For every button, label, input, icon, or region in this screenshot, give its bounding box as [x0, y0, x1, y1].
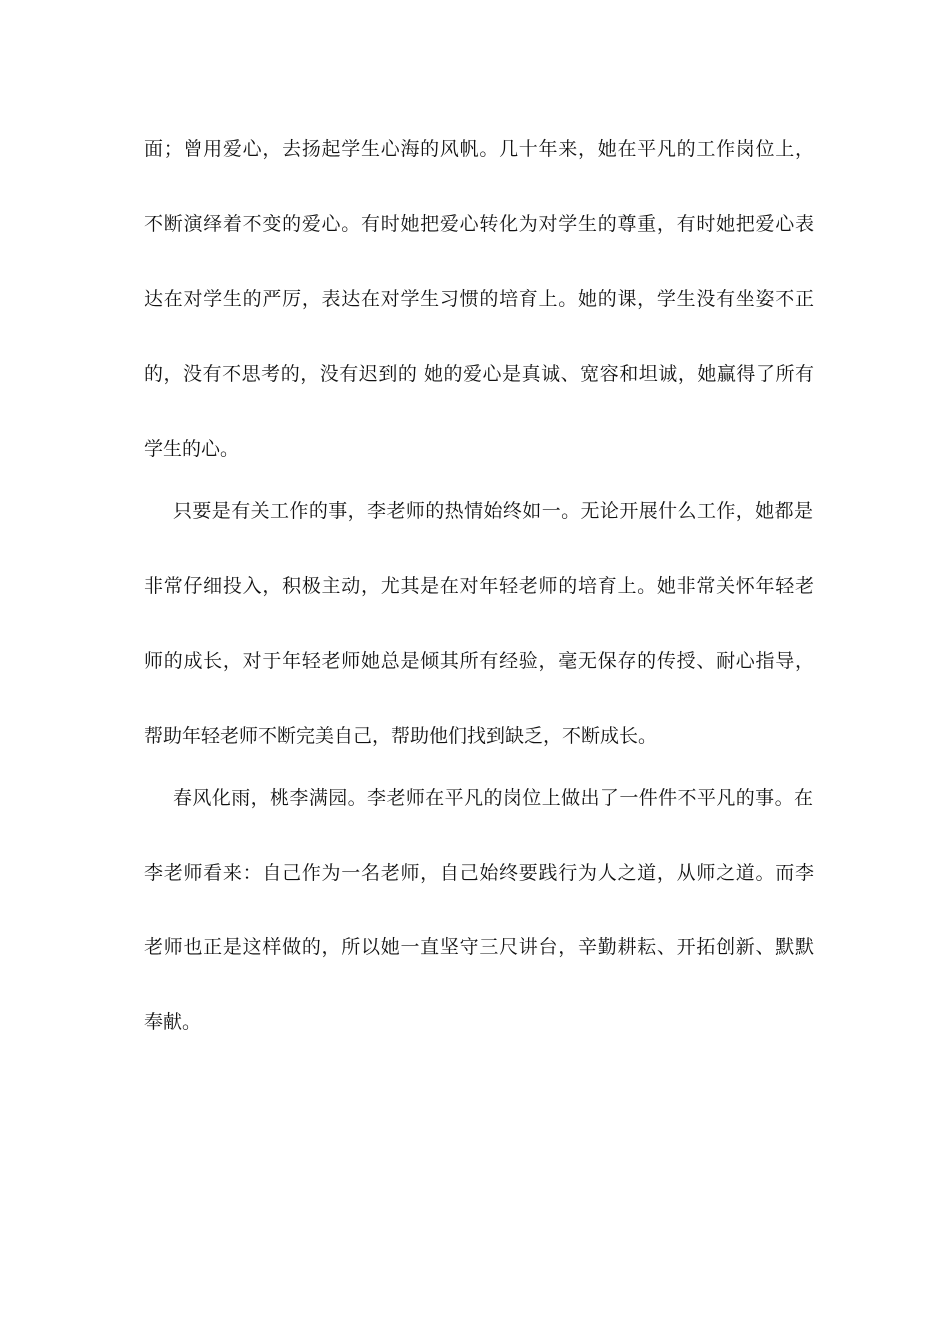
paragraph-line: 奉献。: [144, 1011, 202, 1033]
paragraph-line: 非常仔细投入，积极主动，尤其是在对年轻老师的培育上。她非常关怀年轻老: [144, 575, 814, 597]
paragraph-line: 师的成长，对于年轻老师她总是倾其所有经验，毫无保存的传授、耐心指导，: [144, 650, 814, 672]
paragraph-line: 春风化雨，桃李满园。李老师在平凡的岗位上做出了一件件不平凡的事。在: [173, 787, 813, 809]
paragraph-line: 面；曾用爱心，去扬起学生心海的风帆。几十年来，她在平凡的工作岗位上，: [144, 138, 814, 160]
paragraph-line: 李老师看来：自己作为一名老师，自己始终要践行为人之道，从师之道。而李: [144, 862, 814, 884]
paragraph-line: 帮助年轻老师不断完美自己，帮助他们找到缺乏，不断成长。: [144, 725, 658, 747]
paragraph-line: 学生的心。: [144, 438, 240, 460]
paragraph-line: 老师也正是这样做的，所以她一直坚守三尺讲台，辛勤耕耘、开拓创新、默默: [144, 936, 814, 958]
paragraph-line: 只要是有关工作的事，李老师的热情始终如一。无论开展什么工作，她都是: [173, 500, 813, 522]
paragraph-line: 的，没有不思考的，没有迟到的 她的爱心是真诚、宽容和坦诚，她赢得了所有: [144, 363, 814, 385]
paragraph-line: 达在对学生的严厉，表达在对学生习惯的培育上。她的课，学生没有坐姿不正: [144, 288, 814, 310]
paragraph-line: 不断演绎着不变的爱心。有时她把爱心转化为对学生的尊重，有时她把爱心表: [144, 213, 814, 235]
